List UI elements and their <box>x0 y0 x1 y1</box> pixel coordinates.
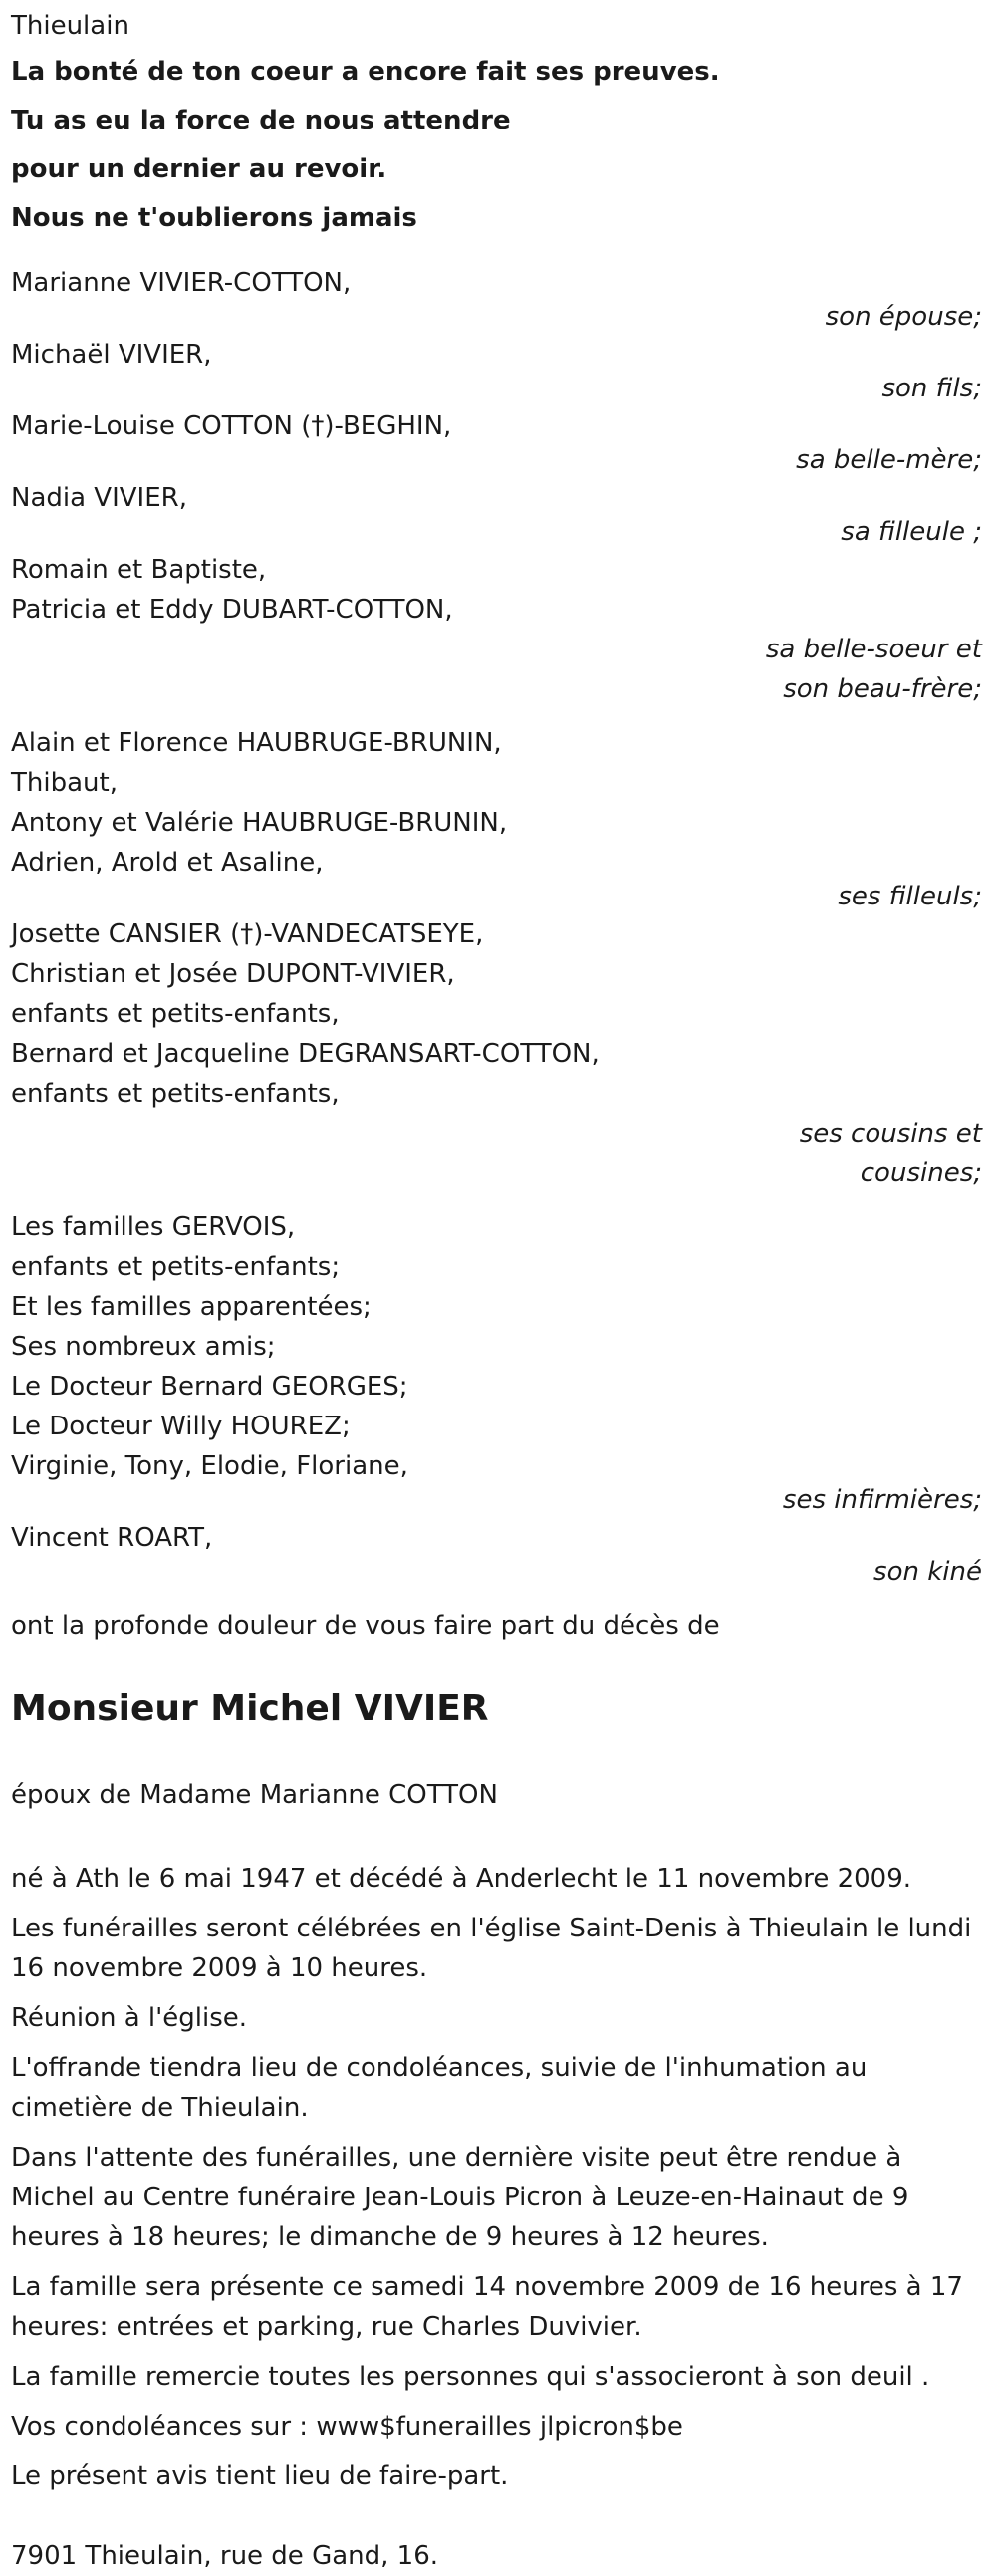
detail-paragraph: né à Ath le 6 mai 1947 et décédé à Anderlecht le 11 novembre 2009. <box>11 1864 912 1894</box>
family-group <box>11 550 982 709</box>
family-name: Josette CANSIER (†)-VANDECATSEYE, <box>11 919 484 949</box>
family-name: Virginie, Tony, Elodie, Floriane, <box>11 1451 408 1481</box>
family-group <box>11 478 982 552</box>
relation-label: son fils; <box>881 374 982 403</box>
poem-line: pour un dernier au revoir. <box>11 154 387 184</box>
family-name: Le Docteur Bernard GEORGES; <box>11 1372 408 1402</box>
family-group <box>11 1207 982 1520</box>
relation-label: sa belle-mère; <box>796 445 982 475</box>
family-name: enfants et petits-enfants, <box>11 999 340 1029</box>
family-name: enfants et petits-enfants; <box>11 1252 341 1282</box>
family-name: Et les familles apparentées; <box>11 1292 372 1322</box>
family-name: Marianne VIVIER-COTTON, <box>11 268 352 298</box>
family-name: Patricia et Eddy DUBART-COTTON, <box>11 595 453 625</box>
detail-paragraph: Dans l'attente des funérailles, une dernière visite peut être rendue à Michel au Centre funéraire Jean-Louis Picron à Leuze-en-Hainaut de 9 heures à 18 heures; le dimanche de 9 heures à 12 heures. <box>11 2143 909 2252</box>
header <box>11 6 982 243</box>
family-list <box>11 263 982 1592</box>
spouse-text: époux de Madame Marianne COTTON <box>11 1780 498 1810</box>
detail-paragraph: L'offrande tiendra lieu de condoléances, suivie de l'inhumation au cimetière de Thieulain. <box>11 2053 868 2123</box>
relation-label: sa belle-soeur et <box>765 635 982 664</box>
family-name: Ses nombreux amis; <box>11 1332 276 1362</box>
relation-label: cousines; <box>860 1159 982 1188</box>
detail-paragraph: La famille remercie toutes les personnes qui s'associeront à son deuil . <box>11 2362 930 2392</box>
family-group <box>11 723 982 916</box>
family-name: Adrien, Arold et Asaline, <box>11 848 324 878</box>
relation-label: son beau-frère; <box>783 674 982 704</box>
family-name: Le Docteur Willy HOUREZ; <box>11 1412 351 1441</box>
relation-label: sa filleule ; <box>841 517 982 547</box>
family-name: Romain et Baptiste, <box>11 555 267 585</box>
family-group <box>11 1518 982 1592</box>
detail-paragraph: Réunion à l'église. <box>11 2003 248 2033</box>
family-name: Les familles GERVOIS, <box>11 1212 296 1242</box>
relation-label: son kiné <box>873 1557 982 1587</box>
address-text: 7901 Thieulain, rue de Gand, 16. <box>11 2541 439 2571</box>
detail-paragraph: Les funérailles seront célébrées en l'église Saint-Denis à Thieulain le lundi 16 novembre 2009 à 10 heures. <box>11 1914 972 1983</box>
family-name: Vincent ROART, <box>11 1523 213 1553</box>
family-name: Nadia VIVIER, <box>11 483 187 513</box>
relation-label: ses cousins et <box>799 1119 982 1149</box>
relation-label: ses infirmières; <box>782 1485 982 1515</box>
family-group <box>11 263 982 337</box>
poem-line: Nous ne t'oublierons jamais <box>11 203 417 233</box>
detail-paragraph: Le présent avis tient lieu de faire-part. <box>11 2461 509 2491</box>
relation-label: son épouse; <box>825 302 982 332</box>
family-group <box>11 914 982 1193</box>
family-group <box>11 406 982 480</box>
detail-paragraph: Vos condoléances sur : www$funerailles jlpicron$be <box>11 2412 683 2442</box>
detail-paragraph: La famille sera présente ce samedi 14 novembre 2009 de 16 heures à 17 heures: entrées et parking, rue Charles Duvivier. <box>11 2272 963 2342</box>
family-name: Thibaut, <box>11 768 118 798</box>
deceased-name: Monsieur Michel VIVIER <box>11 1688 489 1729</box>
relation-label: ses filleuls; <box>838 882 982 911</box>
family-name: Bernard et Jacqueline DEGRANSART-COTTON, <box>11 1039 600 1069</box>
family-name: Michaël VIVIER, <box>11 340 212 370</box>
family-name: enfants et petits-enfants, <box>11 1079 340 1109</box>
family-name: Alain et Florence HAUBRUGE-BRUNIN, <box>11 728 502 758</box>
family-group <box>11 335 982 408</box>
family-name: Antony et Valérie HAUBRUGE-BRUNIN, <box>11 808 508 838</box>
poem-line: La bonté de ton coeur a encore fait ses preuves. <box>11 57 720 87</box>
details <box>11 1859 982 2496</box>
family-name: Christian et Josée DUPONT-VIVIER, <box>11 959 455 989</box>
place-name: Thieulain <box>11 11 129 41</box>
poem-line: Tu as eu la force de nous attendre <box>11 106 511 135</box>
family-name: Marie-Louise COTTON (†)-BEGHIN, <box>11 411 452 441</box>
announcement-text: ont la profonde douleur de vous faire part du décès de <box>11 1611 720 1641</box>
